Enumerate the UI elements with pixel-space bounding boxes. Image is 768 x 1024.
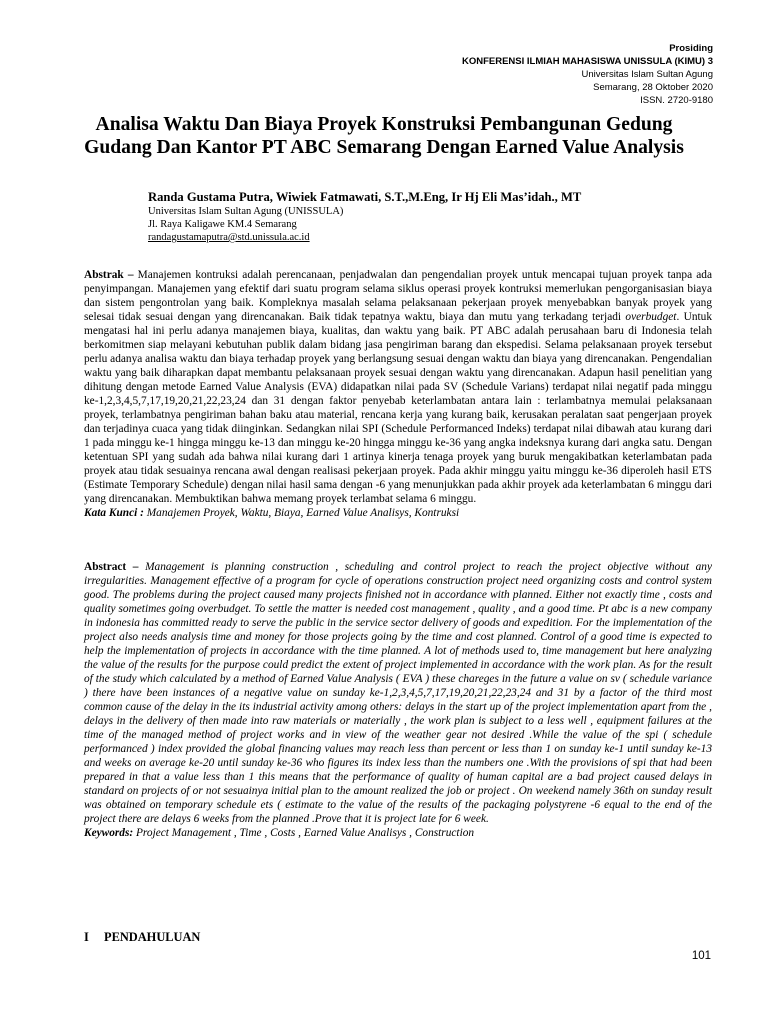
abstract-indonesian-italic-term: overbudget (625, 311, 677, 323)
abstract-indonesian-label: Abstrak – (84, 269, 134, 281)
keywords-indonesian-label: Kata Kunci : (84, 507, 144, 519)
author-affiliation: Universitas Islam Sultan Agung (UNISSULA) (148, 206, 344, 217)
author-names: Randa Gustama Putra, Wiwiek Fatmawati, S.T.,M.Eng, Ir Hj Eli Mas’idah., MT (148, 190, 582, 204)
keywords-english-label: Keywords: (84, 827, 134, 839)
section-heading (84, 930, 200, 945)
proceedings-label: Prosiding (669, 43, 713, 54)
abstract-english-body (84, 560, 712, 826)
abstract-english-text: Management is planning construction , scheduling and control project to reach the project objective without any irregularities. Management effective of a program for cycle of operations construction project need organizing costs and control system good. The problems during the project caused many projects finished not in accordance with planned. Either not exactly time , costs and quality sometimes going overbudget. To settle the matter is needed cost management , quality , and a good time. Pt abc is a new company in indonesia has committed ready to serve the public in the service sector delivery of goods and expedition. For the implementation of the project also needs analysis time and money for those projects going by the time and cost planned. Control of a good time is expected to help the implementation of projects in accordance with the time planned. A lot of methods used to, time management but here analyzing the value of the results for the purpose could predict the extent of project implemented in accordance with the work plan. As for the result of the study which calculated by a method of Earned Value Analysis ( EVA ) these chareges in the future a value on sv ( schedule variance ) there have been instances of a negative value on sunday ke-1,2,3,4,5,7,17,19,20,21,22,23,24 and 31 by a factor of the third most common cause of the delay in the its industrial activity among others: delays in the start up of the project implementation apart from the , delays in the delivery of then made into raw materials or materially , the work plan is subject to a less well , equipment failures at the time of the managed method of project works and in view of the weather gear not desired .While the value of the spi ( schedule performanced ) index provided the global financing values may reach less than percent or less than 1 on sunday ke-1 until sunday ke-13 and weeks on average ke-20 until sunday ke-36 who figures its index less than the numbers one .With the provisions of spi that had been prepared in that a value less than 1 this means that the performance of quality of human capital are a bad project caused delays in standard on projects of or not sesuainya initial plan to the amount realized the job or project . On weekend namely 36th on sunday result was obtained on temporary schedule ets ( estimate to the value of the results of the packaging polystyrene -6 equal to the end of the project there are delays 6 weeks from the planned .Prove that it is project late for 6 week. (84, 561, 712, 825)
abstract-indonesian-body (84, 268, 712, 506)
abstract-indonesian-text-2: . Untuk mengatasi hal ini perlu adanya manajemen biaya, kualitas, dan waktu yang baik. PT ABC adalah perusahaan baru di Indonesia telah berkomitmen siap melayani kebutuhan publik dalam bidang jasa pengiriman barang dan ekspedisi. Selama pelaksanaan proyek tersebut perlu adanya analisa waktu dan biaya terhadap proyek yang berlangsung sesuai dengan waktu dan biaya yang direncanakan. Pengendalian waktu yang baik diharapkan dapat membantu pelaksanaan proyek sesuai dengan waktu yang direncanakan. Adapun hasil penelitian yang dihitung dengan metode Earned Value Analysis (EVA) didapatkan nilai pada SV (Schedule Varians) terdapat nilai negatif pada minggu ke-1,2,3,4,5,7,17,19,20,21,22,23,24 dan 31 dengan faktor penyebab keterlambatan antara lain : terlambatnya memulai pelaksanaan proyek, terlambatnya pengiriman bahan baku atau material, rencana kerja yang kurang baik, kerusakan peralatan saat pengerjaan proyek dan terjadinya cuaca yang tidak diinginkan. Sedangkan nilai SPI (Schedule Performanced Indeks) terdapat nilai dibawah atau kurang dari 1 pada minggu ke-1 hingga minggu ke-13 dan minggu ke-20 hingga minggu ke-36 yang angka indeksnya kurang dari angka satu. Dengan ketentuan SPI yang sudah ada bahwa nilai kurang dari 1 artinya kinerja tenaga proyek yang buruk mengakibatkan keterlambatan pada proyek atau tidak sesuainya rencana awal dengan realisasi pekerjaan proyek. Pada akhir minggu yaitu minggu ke-36 diperoleh hasil ETS (Estimate Temporary Schedule) dengan nilai hasil sama dengan -6 yang menunjukkan pada akhir proyek ada keterlambatan 6 minggu dari yang direncanakan. Membuktikan bahwa memang proyek terlambat selama 6 minggu. (84, 311, 712, 505)
place-date: Semarang, 28 Oktober 2020 (593, 82, 713, 93)
author-address: Jl. Raya Kaligawe KM.4 Semarang (148, 219, 297, 230)
abstract-english-label: Abstract – (84, 561, 139, 573)
keywords-indonesian (84, 506, 712, 520)
paper-title-line-1: Analisa Waktu Dan Biaya Proyek Konstruksi Pembangunan Gedung (95, 114, 673, 135)
abstract-english (84, 560, 712, 840)
author-block (148, 189, 708, 244)
page-number: 101 (691, 950, 711, 962)
abstract-indonesian (84, 268, 712, 520)
keywords-english (84, 826, 712, 840)
abstract-indonesian-text-1: Manajemen kontruksi adalah perencanaan, penjadwalan dan pengendalian proyek untuk mencapai tujuan proyek tanpa ada penyimpangan. Manajemen yang efektif dari suatu program selama siklus operasi proyek kontruksi memerlukan pengorganisasian biaya dan sistem pengontrolan yang baik. Kompleknya masalah selama pelaksanaan pekerjaan proyek menyebabkan banyak proyek yang selesai tidak sesuai dengan yang direncanakan. Baik tidak tepatnya waktu, biaya dan mutu yang terkadang terjadi (84, 269, 712, 323)
university-name: Universitas Islam Sultan Agung (581, 69, 713, 80)
section-number: I (84, 930, 89, 944)
proceedings-header (462, 42, 713, 107)
keywords-english-text: Project Management , Time , Costs , Earned Value Analisys , Construction (133, 827, 475, 839)
issn: ISSN. 2720-9180 (640, 95, 713, 106)
author-email-link[interactable]: randagustamaputra@std.unissula.ac.id (148, 232, 310, 243)
conference-name: KONFERENSI ILMIAH MAHASISWA UNISSULA (KIMU) 3 (461, 56, 713, 67)
paper-title (84, 113, 684, 159)
paper-title-line-2: Gudang Dan Kantor PT ABC Semarang Dengan Earned Value Analysis (84, 137, 684, 158)
section-title: PENDAHULUAN (104, 930, 201, 944)
keywords-indonesian-text: Manajemen Proyek, Waktu, Biaya, Earned Value Analisys, Kontruksi (143, 507, 460, 519)
